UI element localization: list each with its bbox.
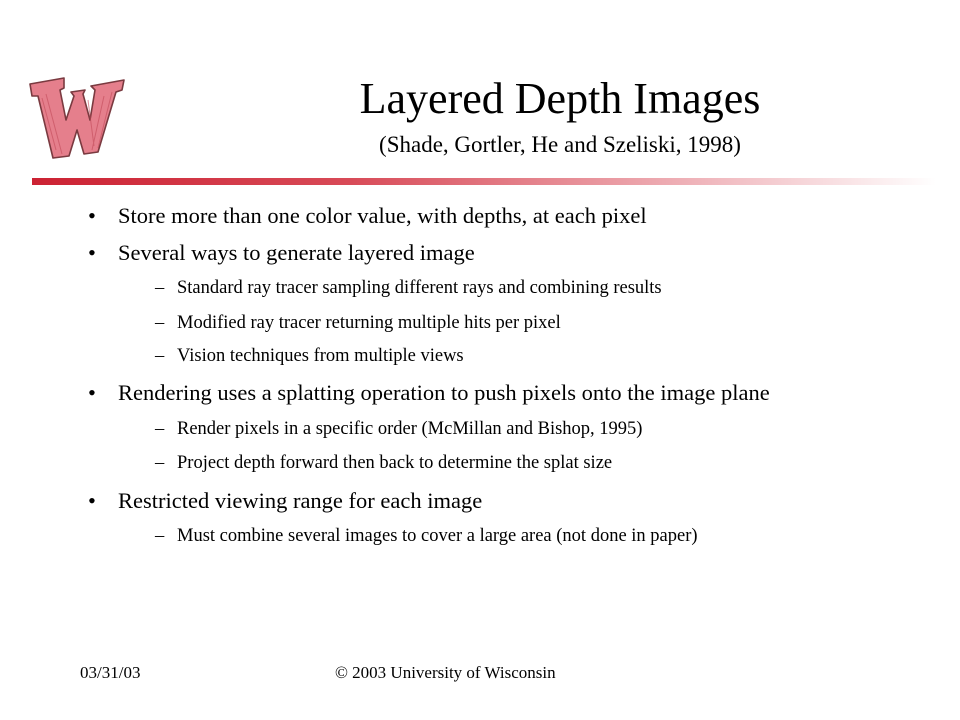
- bullet-mark: •: [88, 380, 96, 405]
- sub-bullet-item: [155, 453, 612, 474]
- sub-bullet-item: [155, 526, 698, 547]
- sub-bullet-mark: –: [155, 313, 165, 333]
- sub-bullet-item: [155, 313, 561, 334]
- sub-bullet-text: Project depth forward then back to determine the splat size: [177, 453, 613, 473]
- sub-bullet-mark: –: [155, 346, 165, 366]
- sub-bullet-item: [155, 419, 642, 440]
- sub-bullet-mark: –: [155, 419, 165, 439]
- sub-bullet-mark: –: [155, 278, 165, 298]
- footer-copyright: © 2003 University of Wisconsin: [335, 663, 556, 682]
- bullet-item: [88, 488, 482, 514]
- footer-date: 03/31/03: [80, 663, 141, 682]
- sub-bullet-mark: –: [155, 526, 165, 546]
- page-subtitle: (Shade, Gortler, He and Szeliski, 1998): [379, 132, 741, 157]
- sub-bullet-item: [155, 278, 662, 299]
- sub-bullet-mark: –: [155, 453, 165, 473]
- sub-bullet-text: Modified ray tracer returning multiple hits per pixel: [177, 313, 561, 333]
- sub-bullet-text: Must combine several images to cover a large area (not done in paper): [177, 526, 698, 546]
- bullet-mark: •: [88, 203, 96, 228]
- sub-bullet-text: Render pixels in a specific order (McMillan and Bishop, 1995): [177, 419, 643, 439]
- bullet-text: Restricted viewing range for each image: [118, 488, 483, 513]
- bullet-text: Store more than one color value, with depths, at each pixel: [118, 203, 647, 228]
- bullet-item: [88, 240, 475, 266]
- sub-bullet-text: Vision techniques from multiple views: [177, 346, 464, 366]
- bullet-item: [88, 203, 647, 229]
- sub-bullet-item: [155, 346, 464, 367]
- bullet-item: [88, 380, 770, 406]
- page-title: Layered Depth Images: [359, 74, 761, 123]
- bullet-mark: •: [88, 240, 96, 265]
- bullet-text: Rendering uses a splatting operation to push pixels onto the image plane: [118, 380, 770, 405]
- bullet-mark: •: [88, 488, 96, 513]
- sub-bullet-text: Standard ray tracer sampling different rays and combining results: [177, 278, 662, 298]
- bullet-text: Several ways to generate layered image: [118, 240, 475, 265]
